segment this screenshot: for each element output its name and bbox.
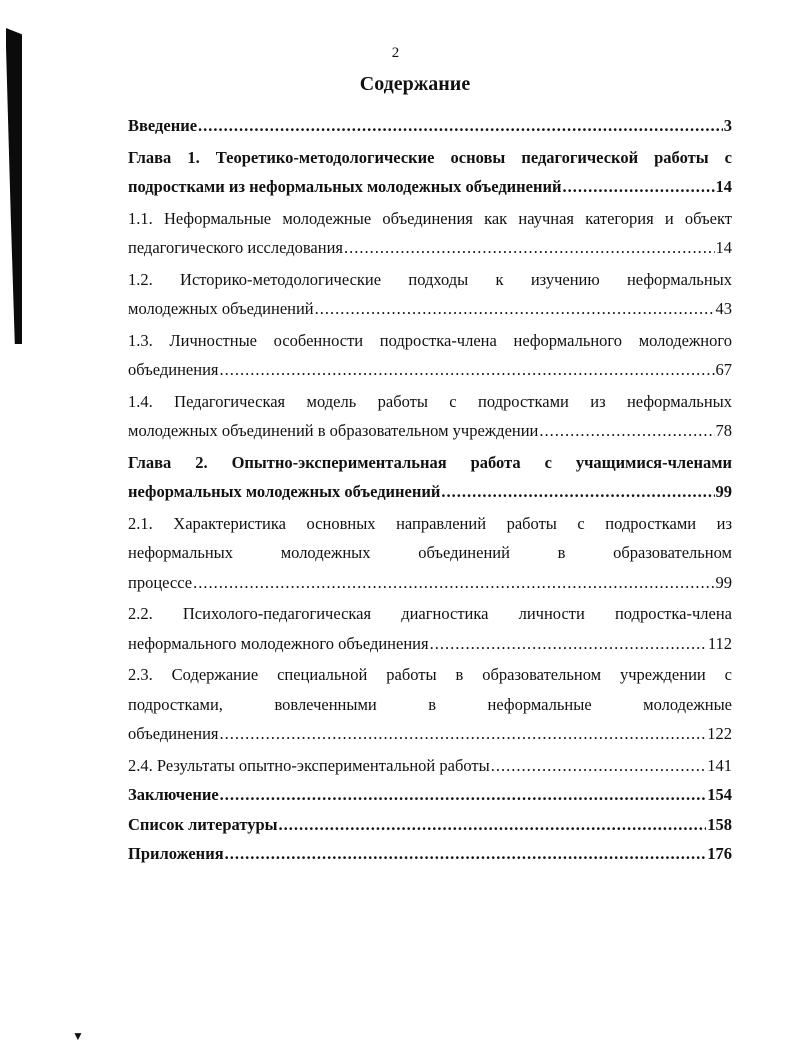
toc-entry-1-3-line-2[interactable] bbox=[128, 355, 732, 385]
toc-entry-literature[interactable] bbox=[128, 810, 732, 840]
toc-entry-2-3-line-2[interactable]: подростками, вовлеченными в неформальные молодежные bbox=[128, 694, 732, 714]
toc-entry-1-2-line-1[interactable]: 1.2. Историко-методологические подходы к изучению неформальных bbox=[128, 269, 732, 289]
toc-page-number: 67 bbox=[715, 360, 732, 379]
toc-entry-label: молодежных объединений в образовательном учреждении bbox=[128, 421, 539, 440]
toc-entry-1-2-line-2[interactable] bbox=[128, 294, 732, 324]
dot-leader bbox=[279, 810, 707, 840]
toc-page-number: 154 bbox=[707, 785, 732, 804]
dot-leader bbox=[539, 416, 714, 446]
scan-corner-mark: ▼ bbox=[72, 1029, 84, 1043]
toc-entry-chapter-1-line-2[interactable] bbox=[128, 172, 732, 202]
dot-leader bbox=[491, 751, 707, 781]
toc-entry-chapter-2-line-2[interactable] bbox=[128, 477, 732, 507]
toc-entry-1-3-line-1[interactable]: 1.3. Личностные особенности подростка-члена неформального молодежного bbox=[128, 330, 732, 350]
page-title: Содержание bbox=[359, 73, 471, 95]
toc-entry-label: молодежных объединений bbox=[128, 299, 314, 318]
dot-leader bbox=[220, 719, 707, 749]
toc-entry-1-4-line-2[interactable] bbox=[128, 416, 732, 446]
toc-page-number: 43 bbox=[715, 299, 732, 318]
toc-entry-label: Список литературы bbox=[128, 814, 278, 834]
toc-entry-label: процессе bbox=[128, 572, 193, 592]
toc-page-number: 14 bbox=[715, 177, 732, 196]
toc-entry-1-1-line-1[interactable]: 1.1. Неформальные молодежные объединения как научная категория и объект bbox=[128, 208, 732, 228]
toc-entry-label: Введение bbox=[128, 116, 198, 135]
toc-page-number: 3 bbox=[723, 116, 732, 135]
toc-entry-label: неформальных молодежных объединений bbox=[128, 482, 441, 501]
dot-leader bbox=[220, 355, 715, 385]
toc-entry-label: подростками из неформальных молодежных объединений bbox=[128, 177, 562, 196]
dot-leader bbox=[198, 111, 723, 141]
toc-page-number: 99 bbox=[715, 572, 732, 592]
dot-leader bbox=[430, 629, 707, 659]
toc-entry-label: Приложения bbox=[128, 844, 224, 863]
toc-entry-chapter-1-line-1[interactable]: Глава 1. Теоретико-методологические основы педагогической работы с bbox=[128, 147, 732, 167]
toc-page-number: 99 bbox=[715, 482, 732, 501]
toc-entry-2-3-line-1[interactable]: 2.3. Содержание специальной работы в образовательном учреждении с bbox=[128, 665, 732, 684]
toc-entry-label: объединения bbox=[128, 724, 219, 743]
toc-page-number: 176 bbox=[707, 844, 732, 863]
toc-entry-1-4-line-1[interactable]: 1.4. Педагогическая модель работы с подростками из неформальных bbox=[128, 391, 732, 411]
toc-entry-2-2-line-2[interactable] bbox=[128, 629, 732, 659]
toc-entry-2-1-line-1[interactable]: 2.1. Характеристика основных направлений работы с подростками из bbox=[128, 513, 732, 533]
toc-entry-intro[interactable] bbox=[128, 111, 732, 141]
toc-entry-conclusion[interactable] bbox=[128, 780, 732, 810]
dot-leader bbox=[344, 233, 715, 263]
toc-entry-label: неформального молодежного объединения bbox=[128, 633, 429, 653]
toc-entry-2-4[interactable] bbox=[128, 751, 732, 781]
toc-page-number: 158 bbox=[707, 814, 732, 834]
dot-leader bbox=[441, 477, 714, 507]
table-of-contents bbox=[128, 111, 732, 869]
dot-leader bbox=[225, 839, 707, 869]
dot-leader bbox=[193, 568, 714, 598]
toc-entry-1-1-line-2[interactable] bbox=[128, 233, 732, 263]
toc-entry-2-1-line-2[interactable]: неформальных молодежных объединений в образовательном bbox=[128, 543, 732, 562]
toc-entry-label: объединения bbox=[128, 360, 219, 379]
toc-page-number: 112 bbox=[707, 633, 732, 653]
toc-page-number: 78 bbox=[715, 421, 732, 440]
page-number: 2 bbox=[391, 45, 400, 61]
toc-entry-2-1-line-3[interactable] bbox=[128, 568, 732, 598]
dot-leader bbox=[315, 294, 715, 324]
toc-entry-chapter-2-line-1[interactable]: Глава 2. Опытно-экспериментальная работа с учащимися-членами bbox=[128, 452, 732, 472]
toc-page-number: 122 bbox=[707, 724, 732, 743]
toc-entry-label: Заключение bbox=[128, 785, 219, 804]
toc-entry-label: педагогического исследования bbox=[128, 238, 343, 257]
dot-leader bbox=[220, 780, 707, 810]
toc-page-number: 14 bbox=[715, 238, 732, 257]
toc-page-number: 141 bbox=[707, 755, 732, 775]
toc-entry-2-3-line-3[interactable] bbox=[128, 719, 732, 749]
toc-entry-2-2-line-1[interactable]: 2.2. Психолого-педагогическая диагностика личности подростка-члена bbox=[128, 604, 732, 623]
toc-entry-appendix[interactable] bbox=[128, 839, 732, 869]
toc-entry-label: 2.4. Результаты опытно-экспериментальной работы bbox=[128, 755, 490, 775]
dot-leader bbox=[563, 172, 715, 202]
